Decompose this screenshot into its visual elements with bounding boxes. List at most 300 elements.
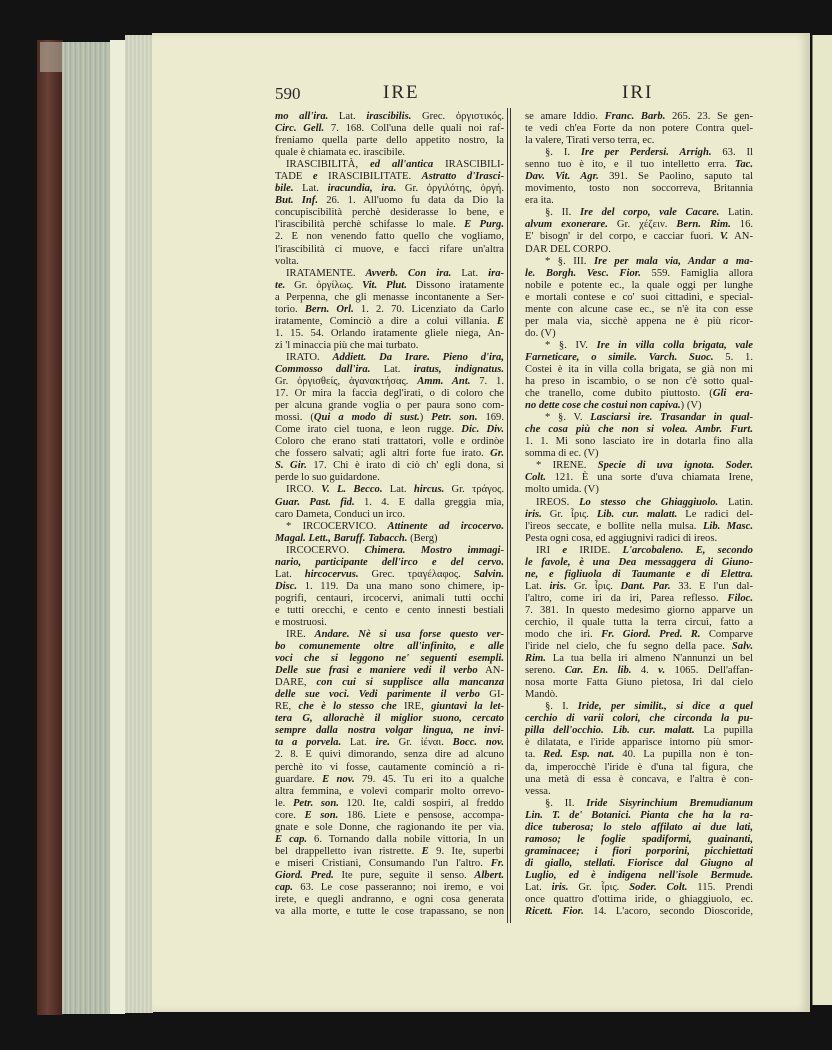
roman-text: 79. 45. Tu eri ito a qualche [354,773,504,785]
italic-text: tera G, allorachè il miglior suono, cercato [275,713,504,725]
italic-text: Ire in villa colla brigata, vale [596,339,753,351]
italic-text: ramoso; le foglie spadiformi, guainanti, [525,833,753,845]
italic-text: Circ. Gell. [275,123,325,135]
roman-text: * §. V. [545,412,591,424]
roman-text: Lat. [293,183,328,195]
roman-text: (Berg) [407,532,438,544]
italic-text: Dav. Vit. Agr. [525,171,599,183]
text-line [525,749,753,761]
text-line [525,388,753,400]
roman-text: Dissono iratamente [406,279,505,291]
roman-text: IRASCIBILITATE. [317,171,422,183]
roman-text: guardare. [275,773,323,785]
text-line [525,521,753,533]
italic-text: Farneticare, o simile. Varch. Suoc. [525,351,714,363]
dictionary-subsection [525,412,753,460]
roman-text: per mala via, sicchè appena ne è più ricor- [525,315,753,327]
roman-text: l'irascibilità ci muove, e facci rifare un'altra [275,243,504,255]
roman-text: che fossero salvati; agli altri forte fue irato. [275,448,491,460]
entry-continuation [275,111,504,159]
running-head-right: IRI [622,82,654,103]
text-line [275,834,504,846]
roman-text: Coloro che erano stati trattatori, volle e ordinòe [275,436,504,448]
text-line [275,569,504,581]
italic-text: Lib. Masc. [702,520,753,532]
roman-text: te vedi ch'ea Forte da non potere Contra quel- [525,123,753,135]
roman-text: l'ireos seccate, e bollite nella mulsa. [525,520,703,532]
text-line [525,436,753,448]
roman-text: Lat. [525,580,550,592]
roman-text: 186. Liete e pensose, accompa- [338,809,504,821]
text-line [275,352,504,364]
roman-text: l'altro, come iri da iri, Parea reflesso. [525,592,728,604]
roman-text: Latin. [718,496,754,508]
italic-text: bile. [275,183,294,195]
text-line [525,677,753,689]
text-line [275,244,504,256]
italic-text: ed all'antica [370,159,434,171]
text-line [275,231,504,243]
text-line [275,509,504,521]
italic-text: Gr. [490,448,504,460]
text-line [525,340,753,352]
italic-text: Tac. [734,159,753,171]
text-line [275,340,504,352]
italic-text: Commosso dall'ira. [275,363,371,375]
roman-text: 121. È una sorte d'uva chiamata Irene, [545,472,753,484]
text-line [275,786,504,798]
italic-text: Astratto d'Irasci- [421,171,505,183]
text-line [275,822,504,834]
text-line [525,870,753,882]
italic-text: con cui si supplisce alla mancanza [316,677,504,689]
roman-text: 6. Tornando dalla nobile vittoria, In un [307,833,505,845]
italic-text: Ire del corpo, vale Cacare. [579,207,720,219]
italic-text: Gli era- [712,388,753,400]
italic-text: Luglio, ed è indigena nell'isole Bermude. [525,869,753,881]
italic-text: voci che si leggono ne' seguenti esempli. [275,653,504,665]
text-line [275,677,504,689]
text-line [525,280,753,292]
text-line [275,774,504,786]
roman-text: Pesta ogni cosa, ed aggiugnivi radici di ireos. [525,532,718,544]
roman-text: molto umida. (V) [525,484,599,496]
roman-text: 7. 168. Coll'una delle quali noi raf- [324,123,504,135]
column-divider-rule [507,108,511,923]
italic-text: E son. [304,809,339,821]
text-line [275,448,504,460]
italic-text: che cosa più che non si volea. Ambr. Furt. [525,424,753,436]
italic-text: bo comunemente oltre all'infinito, e alle [275,641,504,653]
italic-text: Amm. Ant. [417,376,471,388]
roman-text: 1065. Dell'affan- [665,665,753,677]
page-edges-white [110,40,125,1014]
roman-text: Lat. [341,737,376,749]
italic-text: Filoc. [727,592,753,604]
dictionary-entry [525,545,753,702]
italic-text: e [562,544,568,556]
text-line [275,725,504,737]
text-line [275,424,504,436]
italic-text: Specie di uva ignota. Soder. [597,460,753,472]
text-line [525,810,753,822]
roman-text: 169. [477,412,504,424]
roman-text: Lat. [382,484,414,496]
text-line [525,364,753,376]
dictionary-subsection [525,340,753,412]
text-line [275,268,504,280]
text-line [275,617,504,629]
roman-text: iratamente, Cominciò a dire a colui villania. [275,315,497,327]
roman-text: RE, [275,701,299,713]
italic-text: Iride, per similit., si dice a quel [577,701,753,713]
text-line [525,183,753,195]
roman-text: freniamo quella parte dello appetito nostro, la [275,135,504,147]
text-line [275,846,504,858]
roman-text: se amare Iddio. [525,111,605,122]
italic-text: Addiett. Da Irare. Pieno d'ira, [332,351,505,363]
text-line [525,412,753,424]
italic-text: che è lo stesso che [298,701,397,713]
text-line [525,798,753,810]
italic-text: iris. [551,882,569,893]
roman-text: ta. [525,749,544,761]
roman-text: ) (V) [680,400,702,412]
italic-text: iris. [549,580,567,592]
roman-text: 17. Or mira la faccia degl'irati, o di coloro che [275,388,504,400]
roman-text: IRIDE. [567,544,623,556]
text-line [525,665,753,677]
roman-text: IRATO. [286,351,333,363]
roman-text: era ita. [525,195,554,207]
text-line [525,834,753,846]
roman-text: Ite pure, seguite il senso. [333,869,475,881]
text-line [525,605,753,617]
italic-text: Magal. Lett., Baruff. Tabacch. [275,532,408,544]
italic-text: alvum exonerare. [525,219,608,231]
roman-text: IRE, [396,701,432,713]
text-line [525,906,753,918]
roman-text: Comparve [700,629,753,641]
dictionary-subsection [525,701,753,797]
roman-text: nobile e potente ec., la quale oggi per lunghe [525,279,753,291]
text-line [275,316,504,328]
roman-text: Mandò. [525,689,558,701]
italic-text: Guar. Past. fid. [275,496,355,508]
roman-text: 5. 1. [713,351,754,363]
text-line [525,171,753,183]
roman-text: va alla morte, e tutte le cose trapassano, se non [275,906,504,918]
roman-text: zi 'l minaccia più che mai turbato. [275,339,419,351]
text-line [525,846,753,858]
italic-text: hircocervus. [304,568,359,580]
roman-text: 7. 1. [470,376,504,388]
text-line [525,195,753,207]
roman-text: nosa morte Fatta Giuno pietosa, Iri dal cielo [525,677,753,689]
text-line [525,593,753,605]
next-page-edge [812,35,832,1005]
text-line [275,737,504,749]
roman-text: * §. IV. [545,339,597,351]
italic-text: Car. En. lib. [564,665,632,677]
italic-text: Bern. Orl. [304,303,354,315]
text-line [275,484,504,496]
italic-text: pilla dell'occhio. Lib. cur. malatt. [525,725,695,737]
text-line [525,316,753,328]
italic-text: E [421,845,429,857]
italic-text: nario, participante dell'irco e del cervo. [275,556,504,568]
text-line [275,870,504,882]
text-line [275,653,504,665]
italic-text: L'arcobaleno. E, secondo [622,544,753,556]
italic-text: Petr. son. [292,797,339,809]
roman-text: IRCO. [286,484,322,496]
italic-text: iris. [525,508,542,520]
italic-text: ire. [375,737,390,749]
roman-text: 14. L'acoro, secondo Dioscoride, [583,906,753,918]
italic-text: Colt. [525,472,546,484]
text-line [275,460,504,472]
text-line [525,701,753,713]
italic-text: Fr. Giord. Pred. R. [601,629,701,641]
italic-text: V. L. Becco. [321,484,383,496]
text-line [525,448,753,460]
cover-wear [40,42,62,72]
text-line [525,581,753,593]
text-line [525,653,753,665]
roman-text: mossi. ( [275,412,314,424]
italic-text: E [496,315,504,327]
italic-text: graminacee; i fiori porporini, picchiettati [525,845,753,857]
text-line [275,207,504,219]
italic-text: no dette cose che costui non capiva. [525,400,681,412]
text-line [275,521,504,533]
roman-text: perchè ito vi fosse, cautamente cominciò a ri- [275,761,504,773]
italic-text: Lasciarsi ire. Trasandar in qual- [590,412,753,424]
roman-text: * §. III. [545,255,594,267]
text-line [525,882,753,894]
text-line [275,183,504,195]
roman-text: 1. 1. Mi sono lasciato ire in dotarla fino alla [525,436,753,448]
entry-continuation [525,111,753,147]
roman-text: 2. 8. E quivi dimorando, senza dire ad alcuno [275,749,504,761]
italic-text: ne, e figliuola di Taumante e di Elettra. [525,568,753,580]
italic-text: ta a porvela. [275,737,342,749]
italic-text: di giallo, stellati. Fiorisce dal Giugno al [525,857,753,869]
roman-text: TADE [275,171,313,183]
roman-text: 26. 1. All'uomo fu data da Dio la [317,195,505,207]
roman-text: 7. 381. In questo medesimo giorno apparve un [525,604,753,616]
roman-text: volta. [275,255,299,267]
roman-text: 40. La pupilla non è ton- [614,749,753,761]
text-line [275,292,504,304]
roman-text: Gr. χέζειν. [607,219,677,231]
roman-text: Gr. ὀργίλως. [285,279,363,291]
dictionary-entry [275,352,504,485]
roman-text: Gr. ἶρις. [566,580,621,592]
dictionary-entry [275,629,504,918]
dictionary-entry [275,545,504,629]
text-line [525,400,753,412]
italic-text: dice tuberosa; lo stelo affilato ai due lati, [525,821,753,833]
italic-text: Chimera. Mostro immagi- [364,544,504,556]
roman-text: concupiscibilità perchè desiderasse lo bene, e [275,207,504,219]
roman-text: cerchio, il quale tutta la terra circuì, fatto a [525,616,753,628]
text-line [275,388,504,400]
text-line [525,737,753,749]
text-line [275,159,504,171]
roman-text: Lat. [451,267,489,279]
italic-text: Dic. Div. [461,424,504,436]
roman-text: IRCOCERVO. [286,544,365,556]
italic-text: mo all'ira. [275,111,329,122]
roman-text: AN- [477,665,504,677]
text-line [275,328,504,340]
roman-text: do. (V) [525,327,556,339]
dictionary-entry [525,497,753,545]
roman-text: Le radici del- [677,508,753,520]
text-line [525,135,753,147]
italic-text: Franc. Barb. [604,111,666,122]
text-line [275,135,504,147]
dictionary-entry [275,484,504,520]
italic-text: Ire per mala via, Andar a ma- [593,255,753,267]
roman-text: ) [419,412,432,424]
text-line [525,509,753,521]
roman-text: e tutti orecchi, e cento e cento innesti bestiali [275,604,504,616]
text-line [525,472,753,484]
dictionary-subsection [525,207,753,255]
italic-text: Dant. Par. [620,580,671,592]
text-line [525,629,753,641]
roman-text: IRE. [286,629,315,641]
roman-text: 9. Ite, superbi [428,845,505,857]
roman-text: Gr. ἶρις. [568,882,630,893]
text-line [275,376,504,388]
roman-text: 265. 23. Se gen- [665,111,754,122]
italic-text: e [312,171,318,183]
italic-text: S. Gir. [275,460,307,472]
roman-text: §. II. [545,207,580,219]
text-line [525,231,753,243]
roman-text: 16. [730,219,754,231]
italic-text: Fr. [490,857,504,869]
italic-text: Disc. [275,580,298,592]
text-line [275,581,504,593]
roman-text: e mostruosi. [275,616,327,628]
roman-text: e mortali contese e co' suoi cittadini, e special- [525,291,753,303]
book-cover-spine [37,40,63,1015]
italic-text: cerchio di varii colori, che circonda la pu- [525,713,753,725]
text-line [525,219,753,231]
roman-text: 4. [631,665,659,677]
text-line [525,713,753,725]
roman-text: 115. Prendi [687,882,753,893]
text-line [275,798,504,810]
text-line [525,268,753,280]
italic-text: Bocc. nov. [452,737,504,749]
italic-text: But. Inf. [275,195,318,207]
text-line [525,292,753,304]
dictionary-entry [275,159,504,267]
roman-text: Gr. τράγος. [444,484,504,496]
roman-text: Costei è ita in villa colla brigata, se già non mi [525,363,753,375]
italic-text: iratus, indignatus. [413,363,504,375]
italic-text: giuntavi la let- [431,701,504,713]
roman-text: IREOS. [536,496,580,508]
roman-text: e miseri Cristiani, Consumando l'un l'altro. [275,857,491,869]
roman-text: §. II. [545,797,587,809]
text-line [525,689,753,701]
roman-text: mente con alcune case ec., se n'è ita con esse [525,303,753,315]
italic-text: sempre dalla nostra volgar lingua, ne invi- [275,725,504,737]
roman-text: ha preso in iscambio, o se non c'è sotto qual- [525,376,753,388]
italic-text: Salv. [731,641,753,653]
roman-text: La pupilla [694,725,753,737]
roman-text: le. [275,797,293,809]
roman-text: 1. 119. Da una mano sono chimere, ip- [297,580,504,592]
dictionary-subsection [525,147,753,207]
text-line [275,304,504,316]
text-line [525,304,753,316]
text-line [525,545,753,557]
roman-text: Lat. [328,111,367,122]
italic-text: Giord. Pred. [275,869,334,881]
roman-text: 1. 2. 70. Licenziato da Carlo [353,303,505,315]
roman-text: che tranello, come dubito piuttosto. ( [525,388,713,400]
text-line [525,762,753,774]
roman-text: IRASCIBILITÀ, [286,159,371,171]
roman-text: * IRENE. [536,460,598,472]
text-line [275,256,504,268]
roman-text: Gr. ὀργιλότης, ὀργή. [396,183,504,195]
roman-text: Grec. ὀργιστικός. [411,111,504,122]
roman-text: 391. Se Paolino, saputo tal [598,171,753,183]
italic-text: Lin. T. de' Botanici. Pianta che ha la ra- [525,809,753,821]
roman-text: altra femmina, e volevi comparir molto orrevo- [275,785,504,797]
italic-text: hircus. [413,484,445,496]
roman-text: Lat. [370,363,414,375]
roman-text: l'irascibilità perchè schifasse lo male. [275,219,465,231]
text-line [275,762,504,774]
text-line [525,533,753,545]
roman-text: IRASCIBILI- [433,159,504,171]
text-line [275,641,504,653]
italic-text: v. [658,665,666,677]
roman-text: 1. 15. 54. Orlando iratamente gliele niega, An- [275,327,504,339]
italic-text: Ire per Perdersi. Arrigh. [580,147,712,159]
text-line [275,545,504,557]
roman-text: Gr. ὀργισθείς, ἀγανακτήσας. [275,376,418,388]
text-line [525,256,753,268]
dictionary-entry [275,521,504,545]
roman-text: AN- [728,231,753,243]
text-line [275,472,504,484]
roman-text: pogrifi, centauri, ircocervi, animali tutti occhi [275,592,504,604]
text-line [525,617,753,629]
text-line [275,593,504,605]
dictionary-subsection [525,798,753,918]
roman-text: l'iride nel cielo, che fu segno della pace. [525,641,732,653]
text-line [275,497,504,509]
text-line [525,641,753,653]
roman-text: la valere, Tirati verso terra, ec. [525,135,655,147]
italic-text: Attinente ad ircocervo. [387,520,505,532]
italic-text: Andare. Nè si usa forse questo ver- [314,629,504,641]
roman-text: somma di ec. (V) [525,448,599,460]
roman-text: movimento, tosto non soccorreva, Britannia [525,183,753,195]
text-line [275,123,504,135]
